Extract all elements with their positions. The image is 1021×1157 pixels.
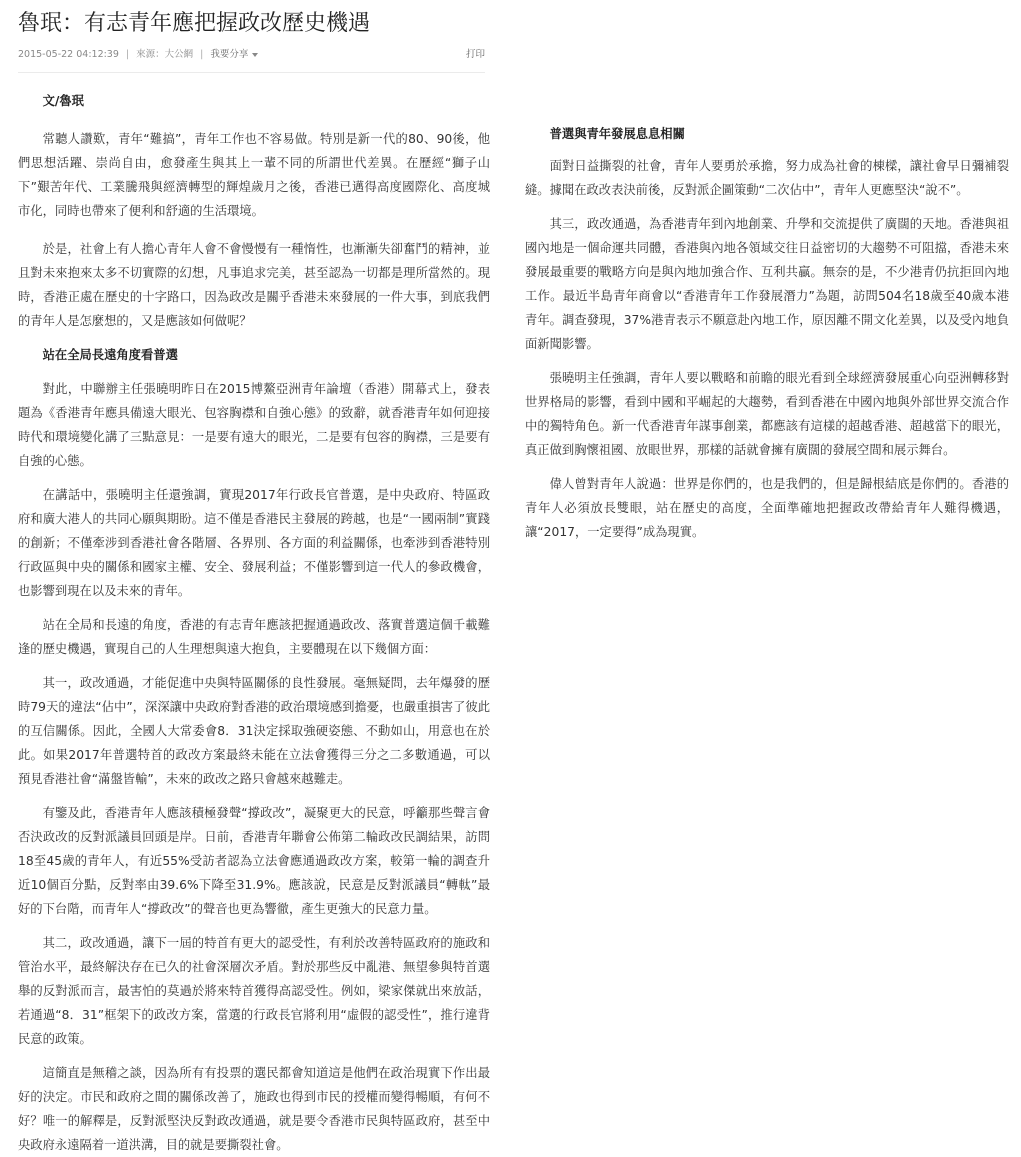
article-paragraph: 有鑒及此，香港青年人應該積極發聲“撐政改”，凝聚更大的民意，呼籲那些聲言會否決政改的反對派議員回頭是岸。日前，香港青年聯會公佈第二輪政改民調結果，訪問18至45歲的青年人，有近55%受訪者認為立法會應通過政改方案，較第一輪的調查升近10個百分點，反對率由39.6%下降至31.9%。應該說，民意是反對派議員“轉軚”最好的下台階，而青年人“撐政改”的聲音也更為響徹，產生更強大的民意力量。 [18,806,490,916]
article-title: 魯珉：有志青年應把握政改歷史機遇 [18,11,371,36]
print-button[interactable]: 打印 [465,49,485,60]
article-body-left-column [18,89,490,1157]
article-paragraph: 張曉明主任強調，青年人要以戰略和前瞻的眼光看到全球經濟發展重心向亞洲轉移對世界格局的影響，看到中國和平崛起的大趨勢，看到香港在中國內地與外部世界交流合作中的獨特角色。新一代香港青年謀事創業，都應該有這樣的超越香港、超越當下的眼光，真正做到胸懷祖國、放眼世界，那樣的話就會擁有廣闊的發展空間和展示舞台。 [525,371,1009,457]
article-paragraph: 這簡直是無稽之談，因為所有有投票的選民都會知道這是他們在政治現實下作出最好的決定。市民和政府之間的關係改善了，施政也得到市民的授權而變得暢順，有何不好？唯一的解釋是，反對派堅決反對政改通過，就是要令香港市民與特區政府，甚至中央政府永遠隔着一道洪溝，目的就是要撕裂社會。 [18,1066,490,1152]
article-paragraph: 其一，政改通過，才能促進中央與特區關係的良性發展。毫無疑問，去年爆發的歷時79天的違法“佔中”，深深讓中央政府對香港的政治環境感到擔憂，也嚴重損害了彼此的互信關係。因此，全國人大常委會8．31決定採取強硬姿態、不動如山，用意也在於此。如果2017年普選特首的政改方案最終未能在立法會獲得三分之二多數通過，可以預見香港社會“滿盤皆輸”，未來的政改之路只會越來越難走。 [18,676,490,786]
article-paragraph: 於是，社會上有人擔心青年人會不會慢慢有一種惰性，也漸漸失卻奮鬥的精神，並且對未來抱來太多不切實際的幻想，凡事追求完美，甚至認為一切都是理所當然的。現時，香港正處在歷史的十字路口，因為政改是關乎香港未來發展的一件大事，到底我們的青年人是怎麼想的，又是應該如何做呢？ [18,242,490,328]
publish-datetime: 2015-05-22 04:12:39 [18,49,119,60]
meta-separator: | [200,49,204,60]
article-paragraph: 常聽人讚歎，青年“難搞”，青年工作也不容易做。特別是新一代的80、90後，他們思想活躍、崇尚自由，愈發產生與其上一輩不同的所謂世代差異。在歷經“獅子山下”艱苦年代、工業騰飛與經濟轉型的輝煌歲月之後，香港已邁得高度國際化、高度城市化，同時也帶來了便利和舒適的生活環境。 [18,132,490,218]
meta-separator: | [125,49,130,60]
article-paragraph: 其三，政改通過，為香港青年到內地創業、升學和交流提供了廣闊的天地。香港與祖國內地是一個命運共同體，香港與內地各領域交往日益密切的大趨勢不可阻擋，香港未來發展最重要的戰略方向是與內地加強合作、互利共贏。無奈的是，不少港青仍抗拒回內地工作。最近半島青年商會以“香港青年工作發展潛力”為題，訪問504名18歲至40歲本港青年。調查發現，37%港青表示不願意赴內地工作，原因離不開文化差異，以及受內地負面新聞影響。 [525,217,1009,351]
share-button[interactable] [210,47,258,63]
byline: 文/魯珉 [42,94,84,108]
article-paragraph: 站在全局和長遠的角度，香港的有志青年應該把握通過政改、落實普選這個千載難逢的歷史機遇，實現自己的人生理想與遠大抱負，主要體現在以下幾個方面： [18,618,490,656]
header-divider [18,72,485,73]
section-heading: 站在全局長遠角度看普選 [42,348,178,362]
share-label: 我要分享 [210,49,249,60]
article-meta [18,47,485,63]
article-source: 來源：大公網 [136,49,194,60]
article-body-right-column [525,122,1009,544]
section-heading: 普選與青年發展息息相關 [549,127,685,141]
article-paragraph: 偉人曾對青年人說過：世界是你們的，也是我們的，但是歸根結底是你們的。香港的青年人必須放長雙眼，站在歷史的高度，全面準確地把握政改帶給青年人難得機遇，讓“2017，一定要得”成為現實。 [525,477,1009,539]
article-paragraph: 在講話中，張曉明主任還強調，實現2017年行政長官普選，是中央政府、特區政府和廣大港人的共同心願與期盼。這不僅是香港民主發展的跨越，也是“一國兩制”實踐的創新；不僅牽涉到香港社會各階層、各界別、各方面的利益關係，也牽涉到香港特別行政區與中央的關係和國家主權、安全、發展利益；不僅影響到這一代人的參政機會，也影響到現在以及未來的青年。 [18,488,490,598]
article-paragraph: 其二，政改通過，讓下一屆的特首有更大的認受性，有利於改善特區政府的施政和管治水平，最終解決存在已久的社會深層次矛盾。對於那些反中亂港、無望參與特首選舉的反對派而言，最害怕的莫過於將來特首獲得高認受性。例如，梁家傑就出來放話，若通過“8．31”框架下的政改方案，當選的行政長官將利用“虛假的認受性”，推行違背民意的政策。 [18,936,490,1046]
chevron-down-icon [252,53,258,57]
article-paragraph: 面對日益撕裂的社會，青年人要勇於承擔，努力成為社會的棟樑，讓社會早日彌補裂縫。據聞在政改表決前後，反對派企圖策動“二次佔中”，青年人更應堅決“說不”。 [525,159,1009,197]
article-paragraph: 對此，中聯辦主任張曉明昨日在2015博鰲亞洲青年論壇（香港）開幕式上，發表題為《香港青年應具備遠大眼光、包容胸襟和自強心態》的致辭，就香港青年如何迎接時代和環境變化講了三點意見：一是要有遠大的眼光，二是要有包容的胸襟，三是要有自強的心態。 [18,382,490,468]
